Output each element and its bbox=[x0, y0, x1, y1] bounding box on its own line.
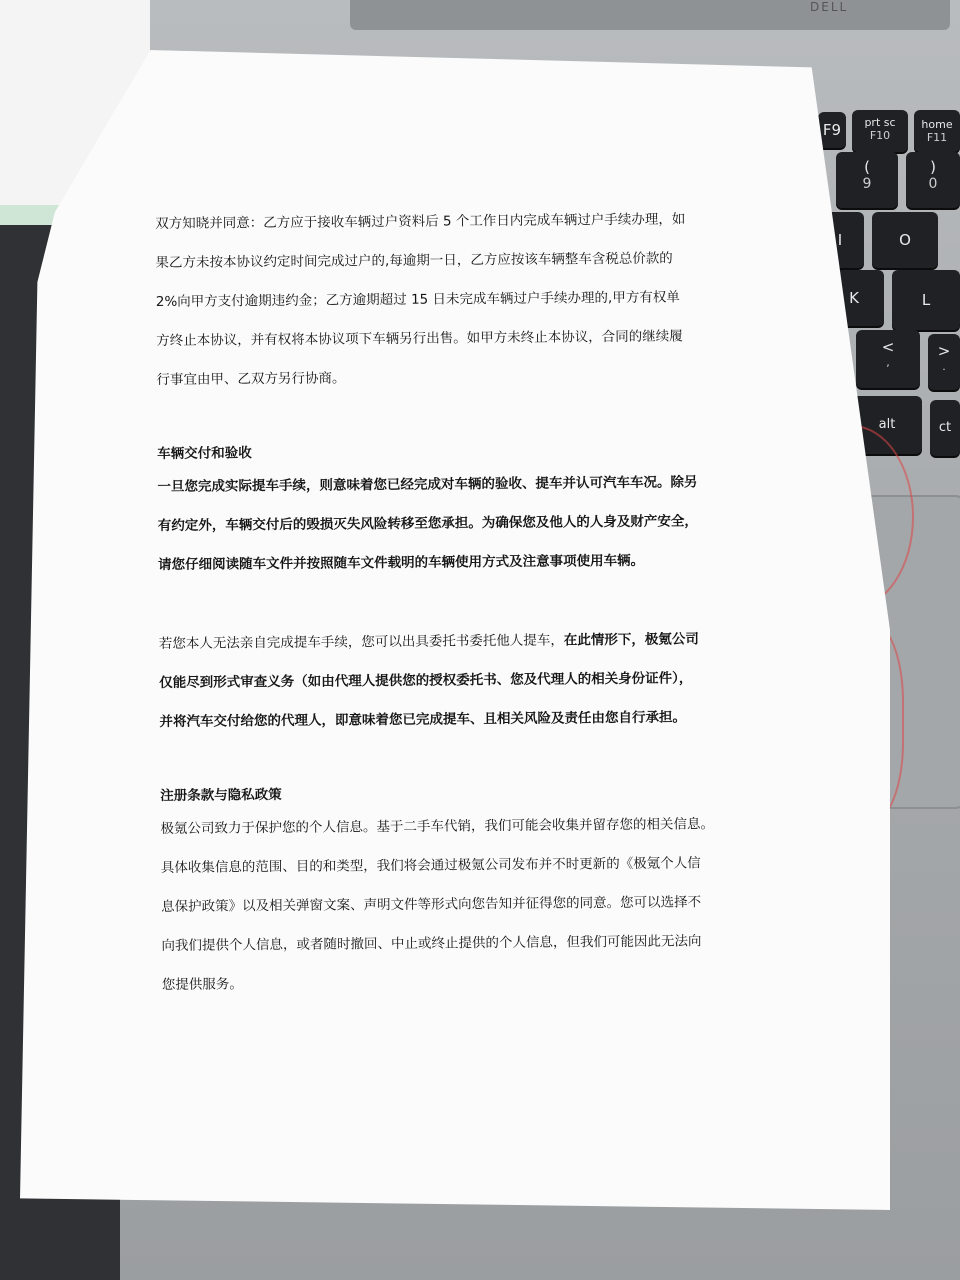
paragraph-line: 请您仔细阅读随车文件并按照随车文件载明的车辆使用方式及注意事项使用车辆。 bbox=[158, 552, 645, 573]
paragraph-line: 行事宜由甲、乙双方另行协商。 bbox=[156, 370, 346, 388]
paragraph-line: 极氪公司致力于保护您的个人信息。基于二手车代销，我们可能会收集并留存您的相关信息。 bbox=[160, 816, 714, 837]
key-label: I bbox=[837, 231, 843, 249]
key-label: ct bbox=[938, 420, 952, 435]
paragraph-line: 您提供服务。 bbox=[161, 976, 243, 993]
key-label: K bbox=[849, 289, 859, 307]
green-strip bbox=[0, 205, 60, 225]
document-body bbox=[155, 200, 762, 1005]
key-ctrl[interactable] bbox=[930, 400, 960, 456]
key-period[interactable] bbox=[928, 334, 960, 390]
key-label: alt bbox=[878, 417, 896, 432]
key-sublabel: F10 bbox=[869, 129, 891, 142]
key-sublabel: . bbox=[942, 360, 946, 373]
paragraph-line: 具体收集信息的范围、目的和类型，我们将会通过极氪公司发布并不时更新的《极氪个人信 bbox=[160, 855, 701, 876]
key-f11[interactable] bbox=[914, 110, 960, 152]
key-label: > bbox=[937, 342, 951, 360]
key-sublabel: F11 bbox=[926, 131, 948, 144]
paragraph-line: 双方知晓并同意：乙方应于接收车辆过户资料后 5 个工作日内完成车辆过户手续办理，如 bbox=[155, 211, 686, 232]
paragraph-line: 向我们提供个人信息，或者随时撤回、中止或终止提供的个人信息，但我们可能因此无法向 bbox=[161, 933, 702, 954]
laptop-brand: DELL bbox=[810, 0, 849, 14]
key-label: < bbox=[881, 338, 895, 356]
paragraph-line: 方终止本协议，并有权将本协议项下车辆另行出售。如甲方未终止本协议，合同的继续履 bbox=[156, 328, 683, 349]
key-sublabel: 9 bbox=[862, 176, 872, 192]
key-9[interactable] bbox=[836, 152, 898, 208]
key-label: ( bbox=[864, 158, 870, 176]
key-o[interactable] bbox=[872, 212, 938, 268]
key-l[interactable] bbox=[892, 270, 960, 330]
key-sublabel: , bbox=[886, 356, 890, 369]
text-normal: 若您本人无法亲自完成提车手续，您可以出具委托书委托他人提车， bbox=[158, 632, 564, 652]
key-label: L bbox=[921, 291, 931, 309]
key-sublabel: 0 bbox=[928, 176, 938, 192]
paragraph-line: 息保护政策》以及相关弹窗文案、声明文件等形式向您告知并征得您的同意。您可以选择不 bbox=[161, 894, 702, 915]
paragraph-line bbox=[159, 620, 759, 664]
key-label: prt sc bbox=[864, 116, 896, 129]
key-f9[interactable] bbox=[818, 112, 846, 148]
paragraph-line: 一旦您完成实际提车手续，则意味着您已经完成对车辆的验收、提车并认可汽车车况。除另 bbox=[157, 474, 698, 495]
key-label: O bbox=[899, 231, 911, 249]
paragraph-line: 并将汽车交付给您的代理人，即意味着您已完成提车、且相关风险及责任由您自行承担。 bbox=[159, 709, 687, 730]
paragraph-line: 果乙方未按本协议约定时间完成过户的,每逾期一日，乙方应按该车辆整车含税总价款的 bbox=[155, 250, 673, 271]
key-label: ) bbox=[930, 158, 936, 176]
key-comma[interactable] bbox=[856, 330, 920, 388]
key-0[interactable] bbox=[906, 152, 960, 208]
key-label: home bbox=[921, 118, 953, 131]
paragraph-transfer-terms bbox=[155, 200, 757, 400]
text-bold: 在此情形下，极氪公司 bbox=[563, 631, 699, 649]
paragraph-line: 有约定外，车辆交付后的毁损灭失风险转移至您承担。为确保您及他人的人身及财产安全， bbox=[157, 513, 698, 534]
key-f10[interactable] bbox=[852, 110, 908, 152]
section-heading-delivery: 车辆交付和验收 bbox=[157, 445, 252, 462]
paragraph-privacy bbox=[160, 805, 762, 1005]
section-heading-privacy: 注册条款与隐私政策 bbox=[160, 786, 282, 804]
paragraph-proxy-pickup bbox=[159, 620, 760, 742]
paragraph-line: 仅能尽到形式审查义务（如由代理人提供您的授权委托书、您及代理人的相关身份证件）， bbox=[159, 670, 693, 691]
key-label: F9 bbox=[822, 121, 842, 139]
paragraph-delivery bbox=[157, 463, 758, 585]
laptop-hinge bbox=[350, 0, 950, 30]
paragraph-line: 2%向甲方支付逾期违约金；乙方逾期超过 15 日未完成车辆过户手续办理的,甲方有权单 bbox=[155, 289, 680, 310]
